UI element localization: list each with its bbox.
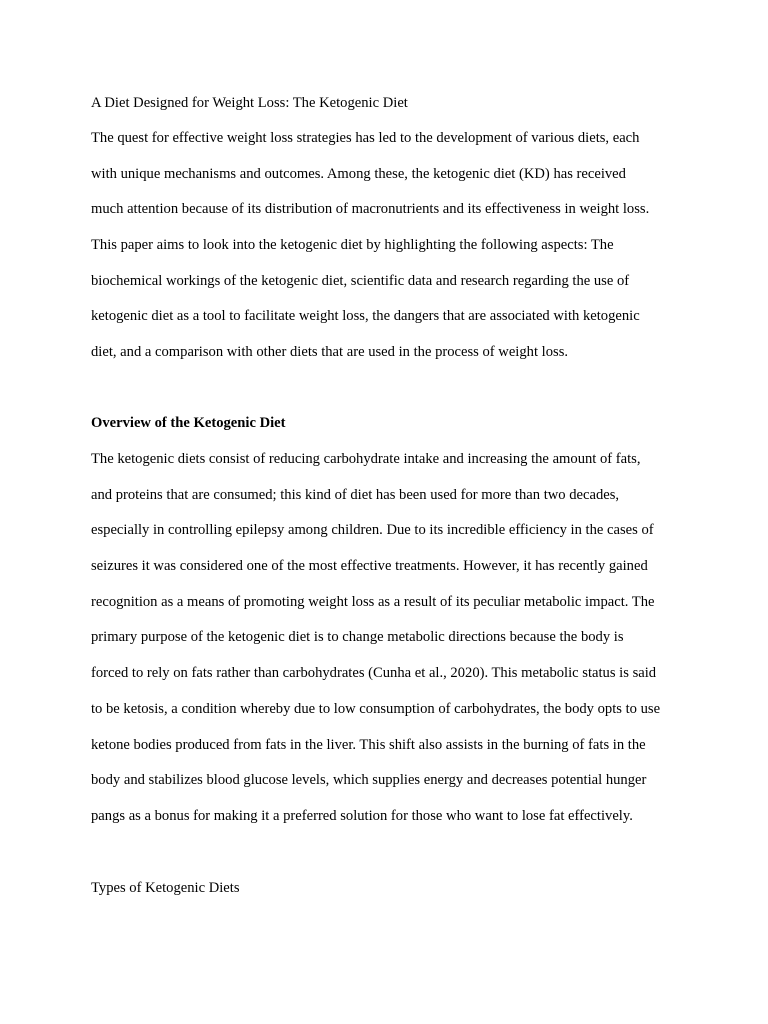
- overview-line: recognition as a means of promoting weight loss as a result of its peculiar metabolic impact. The: [91, 594, 655, 610]
- overview-line: seizures it was considered one of the most effective treatments. However, it has recently gained: [91, 558, 648, 574]
- intro-line: diet, and a comparison with other diets that are used in the process of weight loss.: [91, 344, 569, 360]
- intro-line: biochemical workings of the ketogenic diet, scientific data and research regarding the use of: [91, 273, 630, 289]
- overview-line: ketone bodies produced from fats in the liver. This shift also assists in the burning of fats in the: [91, 737, 646, 753]
- intro-line: ketogenic diet as a tool to facilitate weight loss, the dangers that are associated with ketogenic: [91, 308, 640, 324]
- document-title: A Diet Designed for Weight Loss: The Ketogenic Diet: [91, 95, 408, 111]
- intro-line: much attention because of its distribution of macronutrients and its effectiveness in weight loss.: [91, 201, 650, 217]
- intro-line: with unique mechanisms and outcomes. Among these, the ketogenic diet (KD) has received: [91, 166, 626, 182]
- overview-line: to be ketosis, a condition whereby due to low consumption of carbohydrates, the body opts to use: [91, 701, 661, 717]
- section-heading-overview: Overview of the Ketogenic Diet: [91, 415, 286, 431]
- intro-line: The quest for effective weight loss strategies has led to the development of various diets, each: [91, 130, 640, 146]
- overview-line: body and stabilizes blood glucose levels, which supplies energy and decreases potential hunger: [91, 772, 647, 788]
- intro-line: This paper aims to look into the ketogenic diet by highlighting the following aspects: The: [91, 237, 614, 253]
- overview-line: and proteins that are consumed; this kind of diet has been used for more than two decades,: [91, 487, 620, 503]
- overview-line: primary purpose of the ketogenic diet is to change metabolic directions because the body is: [91, 629, 624, 645]
- overview-line: pangs as a bonus for making it a preferred solution for those who want to lose fat effectively.: [91, 808, 633, 824]
- overview-line: forced to rely on fats rather than carbohydrates (Cunha et al., 2020). This metabolic status is said: [91, 665, 657, 681]
- overview-line: especially in controlling epilepsy among children. Due to its incredible efficiency in the cases of: [91, 522, 654, 538]
- section-heading-types: Types of Ketogenic Diets: [91, 880, 240, 896]
- overview-line: The ketogenic diets consist of reducing carbohydrate intake and increasing the amount of fats,: [91, 451, 641, 467]
